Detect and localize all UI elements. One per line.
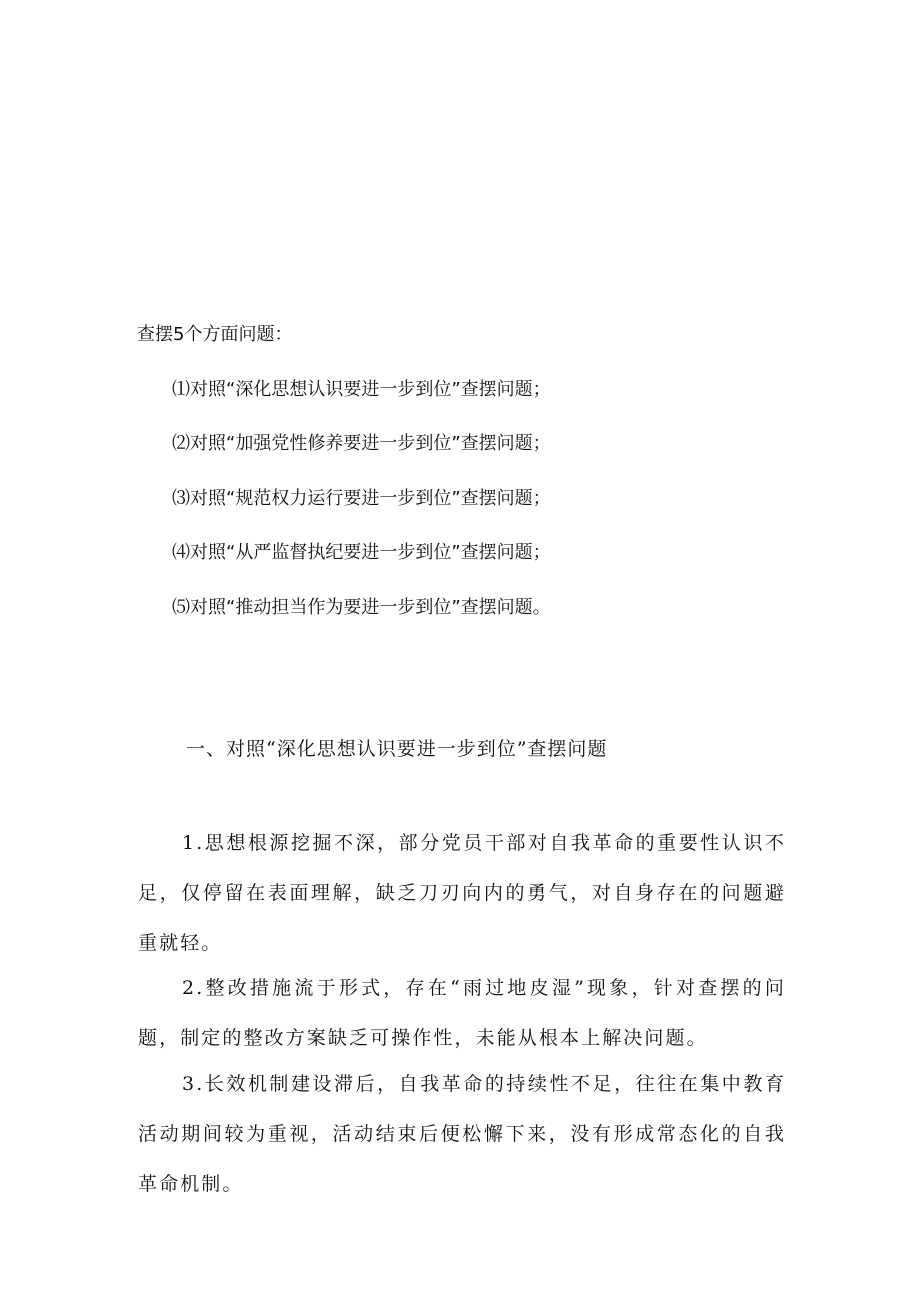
aspect-item-5: ⑸对照“推动担当作为要进一步到位”查摆问题。 — [172, 597, 551, 618]
paragraph-1: 1.思想根源挖掘不深，部分党员干部对自我革命的重要性认识不足，仅停留在表面理解，缺乏刀刃向内的勇气，对自身存在的问题避重就轻。 — [138, 832, 786, 954]
aspect-item-4: ⑷对照“从严监督执纪要进一步到位”查摆问题； — [172, 542, 551, 563]
aspect-item-3: ⑶对照“规范权力运行要进一步到位”查摆问题； — [172, 488, 551, 509]
paragraph-3: 3.长效机制建设滞后，自我革命的持续性不足，往往在集中教育活动期间较为重视，活动结束后便松懈下来，没有形成常态化的自我革命机制。 — [138, 1073, 786, 1195]
intro-line: 查摆5个方面问题： — [137, 324, 293, 345]
aspect-item-2: ⑵对照“加强党性修养要进一步到位”查摆问题； — [172, 433, 551, 454]
section-heading: 一、对照“深化思想认识要进一步到位”查摆问题 — [186, 738, 608, 760]
paragraph-2: 2.整改措施流于形式，存在“雨过地皮湿”现象，针对查摆的问题，制定的整改方案缺乏可操作性，未能从根本上解决问题。 — [138, 977, 786, 1049]
aspect-item-1: ⑴对照“深化思想认识要进一步到位”查摆问题； — [172, 379, 551, 400]
